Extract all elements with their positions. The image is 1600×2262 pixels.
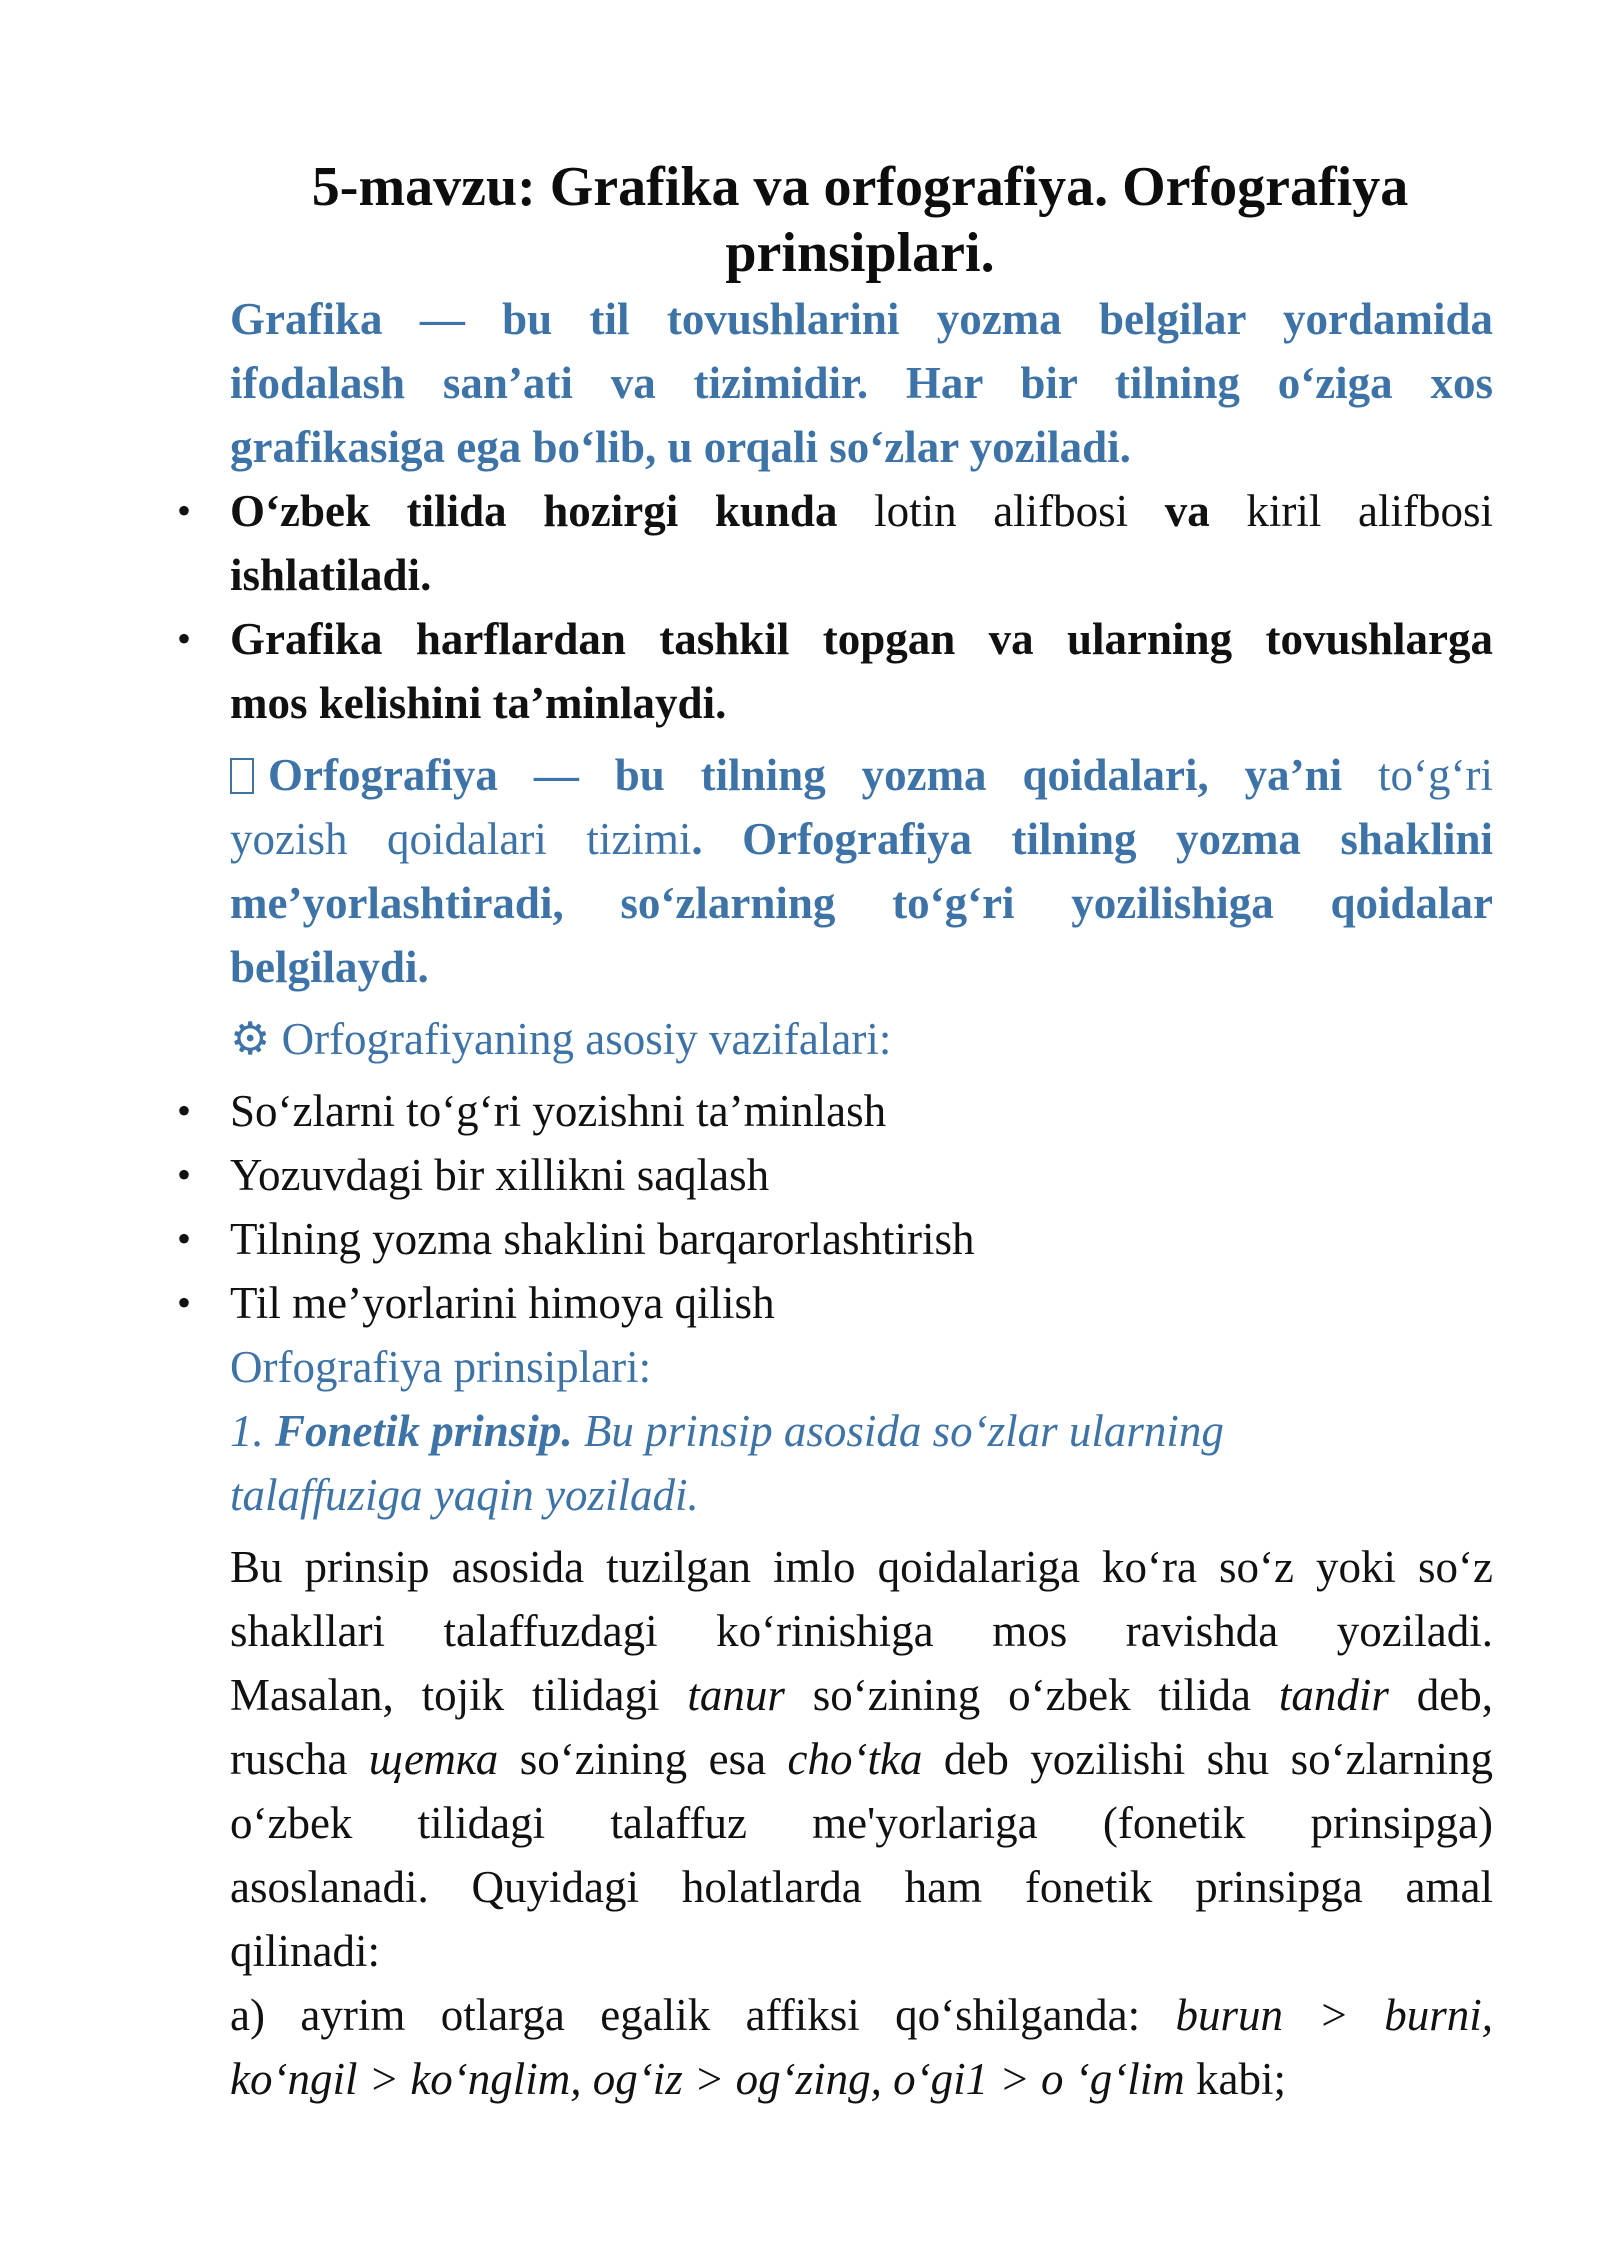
- bullet-icon: •: [177, 616, 192, 661]
- bullet-text: lotin alifbosi: [837, 486, 1165, 536]
- grafika-definition-line-3: grafikasiga ega bo‘lib, u orqali so‘zlar yoziladi.: [230, 422, 1131, 472]
- example-word: tandir: [1278, 1670, 1389, 1720]
- example-word: cho‘tka: [787, 1734, 923, 1784]
- orfografiya-normal-text: yozish qoidalari tizimi: [230, 814, 692, 864]
- grafika-definition-line-1: Grafika — bu til tovushlarini yozma belgilar yordamida: [230, 294, 1493, 344]
- list-item: Til me’yorlarini himoya qilish: [230, 1278, 775, 1328]
- orfografiya-definition-line-4: belgilaydi.: [230, 942, 429, 992]
- body-text: Masalan, tojik tilidagi: [230, 1670, 688, 1720]
- bullet-text-bold: va: [1164, 486, 1210, 536]
- bullet-item-alphabet-continued: ishlatiladi.: [230, 550, 432, 600]
- prinsiplar-heading: Orfografiya prinsiplari:: [230, 1342, 652, 1392]
- orfografiya-definition-line-3: me’yorlashtiradi, so‘zlarning to‘g‘ri yozilishiga qoidalar: [230, 878, 1493, 928]
- list-item: So‘zlarni to‘g‘ri yozishni ta’minlash: [230, 1086, 887, 1136]
- body-line-2: shakllari talaffuzdagi ko‘rinishiga mos ravishda yoziladi.: [230, 1606, 1493, 1656]
- bullet-item-alphabet: [230, 479, 1493, 543]
- body-text: kabi;: [1184, 2054, 1286, 2104]
- principle-1: [230, 1399, 1493, 1463]
- example-word: tanur: [687, 1670, 785, 1720]
- example-word: щетка: [368, 1734, 499, 1784]
- principle-number: 1.: [230, 1406, 275, 1456]
- bullet-item-grafika-continued: mos kelishini ta’minlaydi.: [230, 678, 727, 728]
- vazifalar-heading: [230, 1007, 1493, 1071]
- body-text: so‘zining o‘zbek tilida: [784, 1670, 1279, 1720]
- orfografiya-bold-text: . Orfografiya tilning yozma shaklini: [691, 814, 1494, 864]
- body-line-9: [230, 2047, 1493, 2111]
- list-item: Yozuvdagi bir xillikni saqlash: [230, 1150, 770, 1200]
- page-title: 5-mavzu: Grafika va orfografiya. Orfografiya: [311, 156, 1409, 218]
- orfografiya-definition-line-2: [230, 807, 1493, 871]
- body-line-3: [230, 1663, 1493, 1727]
- bullet-icon: •: [177, 1216, 192, 1261]
- body-text: so‘zining esa: [498, 1734, 788, 1784]
- body-text: deb,: [1388, 1670, 1493, 1720]
- bullet-item-grafika: Grafika harflardan tashkil topgan va ularning tovushlarga: [230, 614, 1493, 664]
- grafika-definition-line-2: ifodalash san’ati va tizimidir. Har bir tilning o‘ziga xos: [230, 358, 1493, 408]
- body-text: ruscha: [230, 1734, 369, 1784]
- bullet-icon: •: [177, 1088, 192, 1133]
- orfografiya-bold-text: Orfografiya — bu tilning yozma qoidalari, ya’ni: [268, 750, 1343, 800]
- bullet-text: kiril alifbosi: [1209, 486, 1493, 536]
- bullet-icon: •: [177, 1152, 192, 1197]
- body-line-1: Bu prinsip asosida tuzilgan imlo qoidalariga ko‘ra so‘z yoki so‘z: [230, 1542, 1493, 1592]
- orfografiya-normal-text: to‘g‘ri: [1342, 750, 1493, 800]
- orfografiya-definition-line-1: [230, 743, 1493, 807]
- principle-description: Bu prinsip asosida so‘zlar ularning: [572, 1406, 1224, 1456]
- principle-1-continued: talaffuziga yaqin yoziladi.: [230, 1470, 699, 1520]
- missing-glyph-icon: [230, 758, 254, 794]
- example-words: burun > burni,: [1175, 1990, 1493, 2040]
- bullet-text-bold: O‘zbek tilida hozirgi kunda: [230, 486, 838, 536]
- principle-title: Fonetik prinsip.: [275, 1406, 573, 1456]
- body-line-5: o‘zbek tilidagi talaffuz me'yorlariga (fonetik prinsipga): [230, 1798, 1493, 1848]
- body-text: deb yozilishi shu so‘zlarning: [922, 1734, 1494, 1784]
- body-text: a) ayrim otlarga egalik affiksi qo‘shilganda:: [230, 1990, 1176, 2040]
- bullet-icon: •: [177, 1280, 192, 1325]
- body-line-8: [230, 1983, 1493, 2047]
- vazifalar-heading-text: Orfografiyaning asosiy vazifalari:: [270, 1014, 892, 1064]
- list-item: Tilning yozma shaklini barqarorlashtirish: [230, 1214, 975, 1264]
- page-title-continued: prinsiplari.: [725, 222, 995, 284]
- body-line-7: qilinadi:: [230, 1926, 380, 1976]
- bullet-icon: •: [177, 488, 192, 533]
- body-line-6: asoslanadi. Quyidagi holatlarda ham fonetik prinsipga amal: [230, 1862, 1493, 1912]
- gear-icon: ⚙: [230, 1014, 271, 1064]
- example-words: ko‘ngil > ko‘nglim, og‘iz > og‘zing, o‘gi1 > o ‘g‘lim: [230, 2054, 1185, 2104]
- body-line-4: [230, 1727, 1493, 1791]
